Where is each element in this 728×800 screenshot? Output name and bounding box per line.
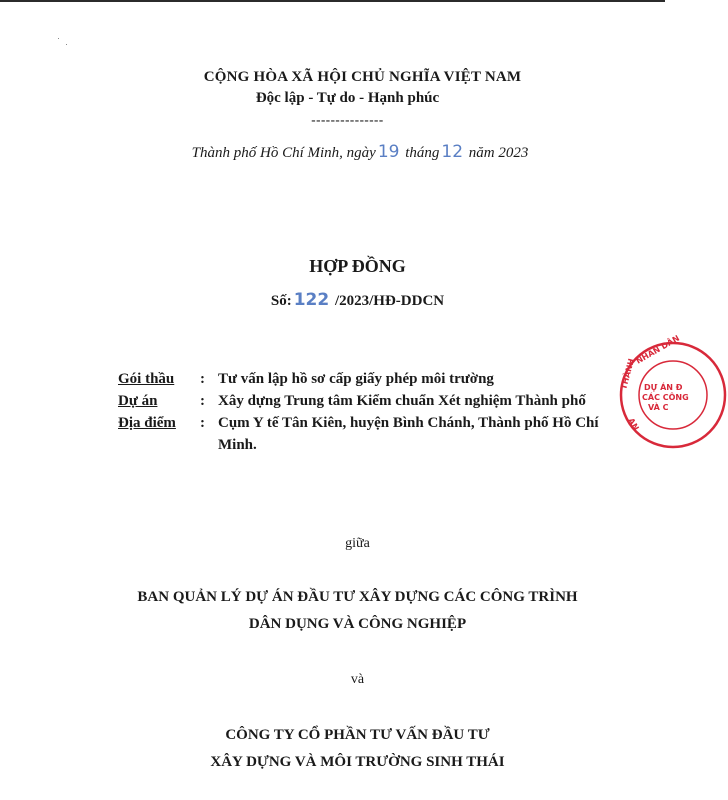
info-label: Dự án: [118, 393, 158, 409]
party-a-line: BAN QUẢN LÝ DỰ ÁN ĐẦU TƯ XÂY DỰNG CÁC CÔNG TRÌNH: [137, 589, 578, 605]
svg-text:NHÂN DÂN: NHÂN DÂN: [634, 333, 682, 366]
info-value: Tư vấn lập hồ sơ cấp giấy phép môi trường: [218, 371, 494, 387]
svg-text:VÀ C: VÀ C: [648, 403, 669, 412]
date-city: Thành phố Hồ Chí Minh, ngày: [191, 145, 376, 161]
national-title: CỘNG HÒA XÃ HỘI CHỦ NGHĨA VIỆT NAM: [203, 69, 522, 85]
party-a-line: DÂN DỤNG VÀ CÔNG NGHIỆP: [248, 616, 467, 632]
info-colon: :: [200, 393, 205, 409]
contract-number: [0, 290, 665, 310]
handwritten-month: 12: [441, 142, 464, 162]
between-label: giữa: [345, 536, 370, 551]
party-b-line: CÔNG TY CỔ PHẦN TƯ VẤN ĐẦU TƯ: [225, 727, 490, 743]
info-value: Cụm Y tế Tân Kiên, huyện Bình Chánh, Thành phố Hồ Chí Minh.: [218, 415, 599, 453]
info-colon: :: [200, 415, 205, 431]
date-month-label: tháng: [401, 145, 440, 161]
party-a: [0, 584, 665, 638]
project-info: [118, 368, 618, 456]
svg-text:AN: AN: [626, 416, 641, 433]
info-label: Gói thầu: [118, 371, 175, 387]
red-seal-stamp: [618, 333, 728, 450]
info-label: Địa điểm: [118, 415, 176, 431]
svg-text:DỰ ÁN Đ: DỰ ÁN Đ: [644, 383, 683, 392]
handwritten-day: 19: [377, 142, 400, 162]
svg-text:THÀNH: THÀNH: [619, 357, 637, 391]
info-row-location: [118, 412, 618, 456]
info-value: Xây dựng Trung tâm Kiểm chuẩn Xét nghiệm Thành phố: [218, 393, 586, 409]
header-divider: ---------------: [311, 112, 384, 127]
info-row-package: [118, 368, 618, 390]
number-prefix: Số:: [270, 293, 292, 309]
info-colon: :: [200, 371, 205, 387]
top-border: [0, 0, 665, 2]
and-label: và: [350, 672, 365, 687]
place-date-line: [0, 142, 665, 162]
number-suffix: /2023/HĐ-DDCN: [331, 293, 445, 309]
scan-speck: [58, 38, 59, 39]
party-b: [0, 722, 665, 776]
national-motto: Độc lập - Tự do - Hạnh phúc: [255, 90, 440, 106]
document-title: HỢP ĐỒNG: [309, 256, 406, 276]
svg-text:CÁC CÔNG: CÁC CÔNG: [642, 393, 689, 402]
party-b-line: XÂY DỰNG VÀ MÔI TRƯỜNG SINH THÁI: [210, 754, 505, 770]
info-row-project: [118, 390, 618, 412]
handwritten-number: 122: [293, 290, 330, 310]
date-year: năm 2023: [468, 145, 529, 161]
scan-speck: [66, 44, 67, 45]
